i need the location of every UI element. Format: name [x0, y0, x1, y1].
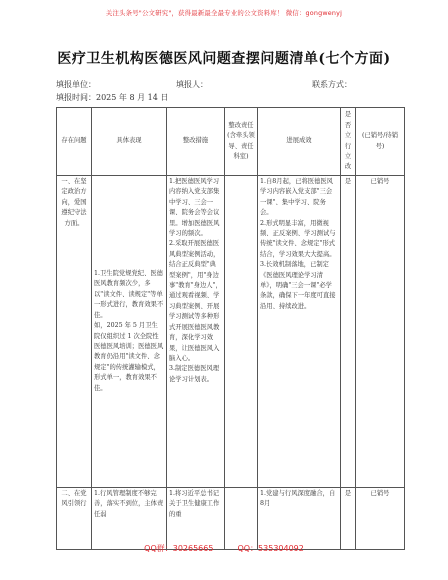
row-measures: 1.把医德医风学习内容纳入党支部集中学习、三会一课、院务会等会议里。增加医德医风学习的频次。 2.采取开展医德医风典型案例活动，结合正反典型"典型案例"，用"身边事"教育"身边人"，通过观看视频、学习典型案例、开展学习测试等多种形式开展医德医风教育，深化学习效果，让医德医风入脑入心。 3.制定医德医风理论学习计划表。: [167, 176, 225, 488]
document-title: 医疗卫生机构医德医风问题查摆问题清单(七个方面): [57, 51, 391, 67]
table-row: [57, 488, 405, 550]
fill-person-label: 填报人：: [176, 80, 208, 89]
header-issue: 存在问题: [57, 108, 92, 176]
row-responsible: [225, 176, 258, 488]
row-progress: 1.党建与行风深度融合，自8月: [258, 488, 341, 550]
header-detail: 具体表现: [92, 108, 167, 176]
table-row: [57, 176, 405, 488]
row-detail: 1.行风管理制度不够完善，落实不到位，主体责任弱: [92, 488, 167, 550]
header-done: 是否立行立改: [341, 108, 356, 176]
row-progress: 1.自8月起，已将医德医风学习内容嵌入党支部"三会一课"、集中学习、院务会。 2.形式明显丰富，用微视频、正反案例、学习测试与传统"读文件、念规定"形式结合，学习效果大大提高。 3.长效机制落地，已制定《医德医风理论学习清单》，明确"三会一课"必学条款，确保下一年度可直接沿用、持续改进。: [258, 176, 341, 488]
row-done: 是: [341, 176, 356, 488]
row-number: 已销号: [356, 488, 405, 550]
fill-unit-label: 填报单位：: [56, 80, 96, 89]
header-responsible: 整改责任(含牵头领导、责任科室): [225, 108, 258, 176]
table-header-row: [57, 108, 405, 176]
fill-time-label: 填报时间：2025 年 8 月 14 日: [56, 93, 169, 102]
row-number: 已销号: [356, 176, 405, 488]
contact-footer: QQ群：30265665 QQ：535304092: [144, 544, 304, 553]
row-measures: 1.将习近平总书记关于卫生健康工作的重: [167, 488, 225, 550]
issue-checklist-table: [56, 107, 405, 550]
row-responsible: [225, 488, 258, 550]
header-progress: 进展成效: [258, 108, 341, 176]
row-done: 是: [341, 488, 356, 550]
promo-banner: 关注头条号"公文研究"，获得最新最全最专业的公文资料库！ 微信：gongwenyj: [105, 9, 343, 17]
row-issue: 二、在党风引领行: [57, 488, 92, 550]
header-number: (已销号/待销号): [356, 108, 405, 176]
contact-label: 联系方式：: [312, 80, 352, 89]
header-measures: 整改措施: [167, 108, 225, 176]
row-detail: 1.卫生院党规党纪、医德医风教育频次少，多以"读文件、读规定"等单一形式进行，教育效果不佳。 如，2025 年 5 月卫生院仅组织过 1 次全院性医德医风培训；医德医风教育仍沿用"读文件、念规定"的传统灌输模式，形式单一，教育效果不佳。: [92, 176, 167, 488]
row-issue: 一、在坚定政治方向，爱国遵纪守法方面。: [57, 176, 92, 488]
